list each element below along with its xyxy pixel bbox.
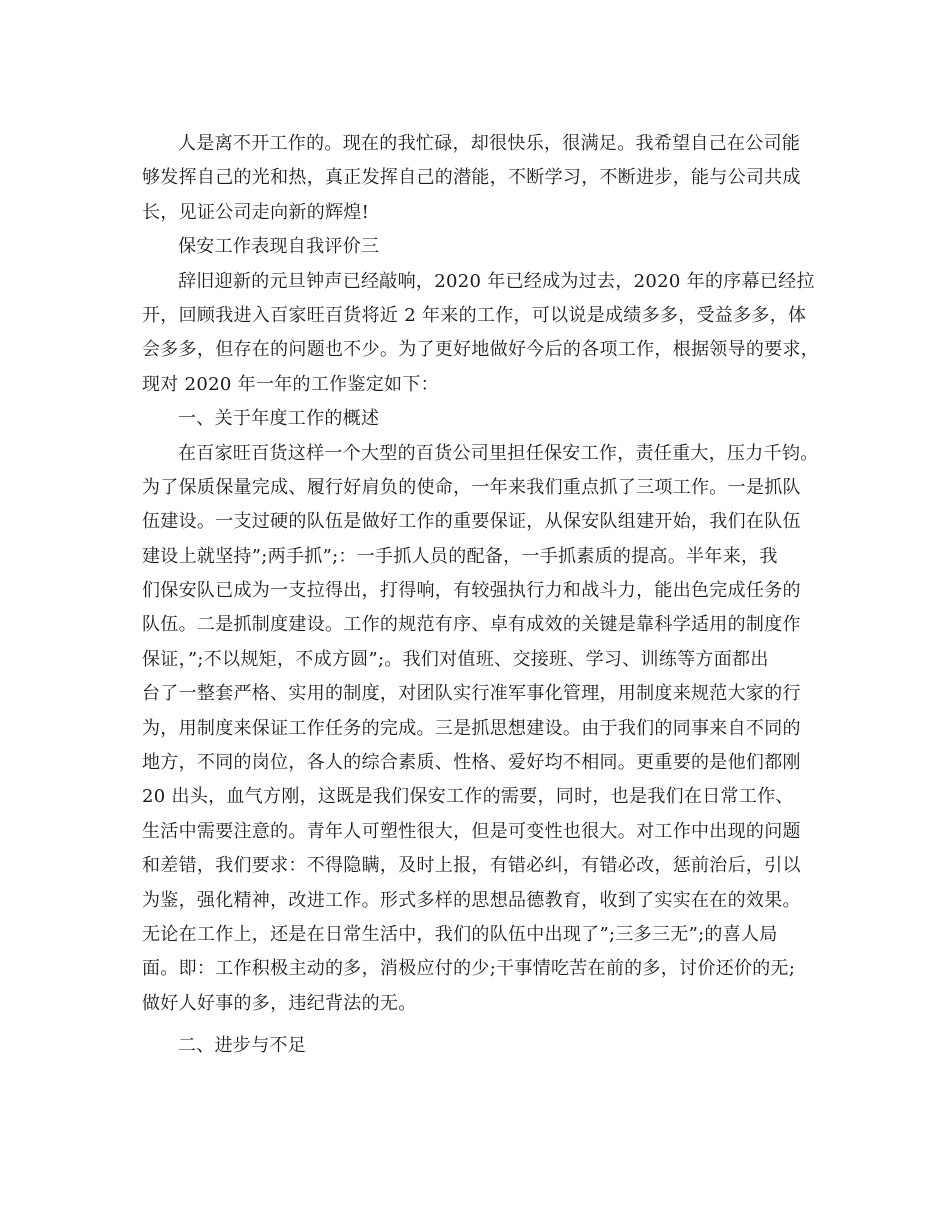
paragraph-line: 够发挥自己的光和热，真正发挥自己的潜能，不断学习，不断进步，能与公司共成: [142, 167, 801, 189]
paragraph-line: 建设上就坚持”;两手抓”;：一手抓人员的配备，一手抓素质的提高。半年来，我: [142, 545, 778, 567]
paragraph-line: 们保安队已成为一支拉得出，打得响，有较强执行力和战斗力，能出色完成任务的: [142, 580, 801, 602]
paragraph-line: 人是离不开工作的。现在的我忙碌，却很快乐，很满足。我希望自己在公司能: [178, 133, 801, 154]
paragraph-line: 20 出头，血气方刚，这既是我们保安工作的需要，同时，也是我们在日常工作、: [142, 786, 794, 808]
paragraph-line: 在百家旺百货这样一个大型的百货公司里担任保安工作，责任重大，压力千钧。: [178, 442, 819, 464]
section-heading: 一、关于年度工作的概述: [178, 408, 380, 430]
document-body: [142, 127, 842, 1064]
paragraph-line: 做好人好事的多，违纪背法的无。: [142, 992, 417, 1014]
paragraph-line: 为鉴，强化精神，改进工作。形式多样的思想品德教育，收到了实实在在的效果。: [142, 889, 801, 911]
paragraph-line: 保证，”;不以规矩，不成方圆”;。我们对值班、交接班、学习、训练等方面都出: [142, 648, 769, 670]
paragraph-line: 开，回顾我进入百家旺百货将近 2 年来的工作，可以说是成绩多多，受益多多，体: [142, 304, 807, 326]
paragraph-line: 无论在工作上，还是在日常生活中，我们的队伍中出现了”;三多三无”;的喜人局: [142, 923, 778, 945]
section-heading: 二、进步与不足: [178, 1035, 307, 1057]
paragraph-line: 队伍。二是抓制度建设。工作的规范有序、卓有成效的关键是靠科学适用的制度作: [142, 614, 801, 636]
paragraph-line: 台了一整套严格、实用的制度，对团队实行准军事化管理，用制度来规范大家的行: [142, 683, 801, 705]
paragraph-line: 辞旧迎新的元旦钟声已经敲响，2020 年已经成为过去，2020 年的序幕已经拉: [178, 270, 815, 292]
paragraph-line: 面。即：工作积极主动的多，消极应付的少;干事情吃苦在前的多，讨价还价的无;: [142, 958, 796, 980]
paragraph-line: 长，见证公司走向新的辉煌!: [142, 201, 370, 223]
paragraph-line: 和差错，我们要求：不得隐瞒，及时上报，有错必纠，有错必改，惩前治后，引以: [142, 855, 801, 877]
paragraph-line: 为，用制度来保证工作任务的完成。三是抓思想建设。由于我们的同事来自不同的: [142, 717, 801, 739]
section-heading: 保安工作表现自我评价三: [178, 236, 380, 258]
paragraph-line: 伍建设。一支过硬的队伍是做好工作的重要保证，从保安队组建开始，我们在队伍: [142, 511, 801, 533]
paragraph-line: 现对 2020 年一年的工作鉴定如下：: [142, 373, 439, 395]
paragraph-line: 地方，不同的岗位，各人的综合素质、性格、爱好均不相同。更重要的是他们都刚: [142, 752, 801, 774]
paragraph-line: 会多多，但存在的问题也不少。为了更好地做好今后的各项工作，根据领导的要求，: [142, 339, 820, 361]
paragraph-line: 为了保质保量完成、履行好肩负的使命，一年来我们重点抓了三项工作。一是抓队: [142, 476, 801, 498]
paragraph-line: 生活中需要注意的。青年人可塑性很大，但是可变性也很大。对工作中出现的问题: [142, 820, 801, 842]
